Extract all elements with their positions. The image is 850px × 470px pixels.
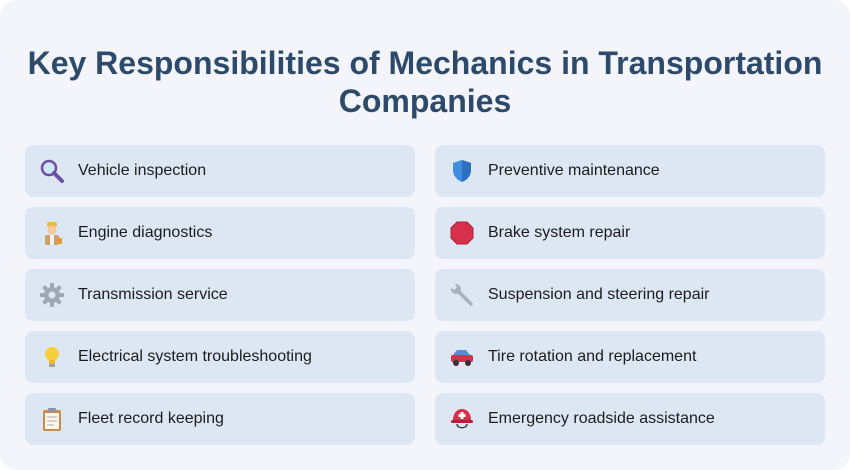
item-label: Preventive maintenance [488, 162, 660, 179]
stop-sign-icon [449, 220, 475, 246]
magnifying-glass-icon [39, 158, 65, 184]
item-label: Fleet record keeping [78, 410, 224, 427]
item-label: Brake system repair [488, 224, 631, 241]
list-item [435, 393, 825, 445]
clipboard-icon [39, 406, 65, 432]
list-item [25, 207, 415, 259]
list-item [435, 145, 825, 197]
mechanic-icon [39, 220, 65, 246]
list-item [25, 145, 415, 197]
list-item [435, 207, 825, 259]
list-item [25, 331, 415, 383]
item-label: Engine diagnostics [78, 224, 213, 241]
item-label: Suspension and steering repair [488, 286, 710, 303]
gear-icon [39, 282, 65, 308]
list-item [25, 269, 415, 321]
responsibilities-grid [25, 145, 825, 445]
item-label: Emergency roadside assistance [488, 410, 715, 427]
shield-icon [449, 158, 475, 184]
item-label: Vehicle inspection [78, 162, 207, 179]
item-label: Tire rotation and replacement [488, 348, 697, 365]
list-item [435, 269, 825, 321]
light-bulb-icon [39, 344, 65, 370]
list-item [435, 331, 825, 383]
page-title: Key Responsibilities of Mechanics in Transportation Companies [27, 45, 823, 119]
rescue-helmet-icon [449, 406, 475, 432]
item-label: Transmission service [78, 286, 228, 303]
car-icon [449, 344, 475, 370]
item-label: Electrical system troubleshooting [78, 348, 312, 365]
list-item [25, 393, 415, 445]
wrench-icon [449, 282, 475, 308]
